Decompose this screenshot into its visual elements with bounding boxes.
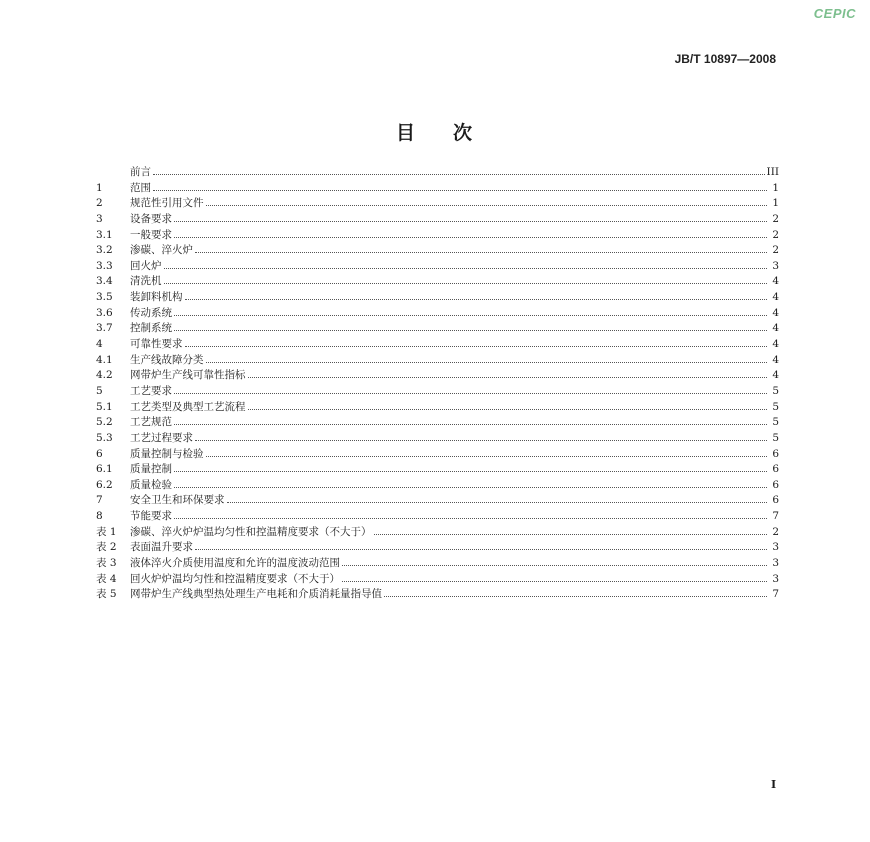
toc-entry-number: 2 bbox=[96, 197, 103, 210]
toc-entry-number: 3.2 bbox=[96, 244, 113, 257]
toc-entry-page: 4 bbox=[772, 275, 779, 288]
dot-leader bbox=[206, 456, 768, 457]
toc-entry-page: 1 bbox=[772, 181, 779, 194]
toc-entry-page: 6 bbox=[772, 478, 779, 491]
toc-entry[interactable] bbox=[96, 447, 779, 463]
toc-entry-title: 控制系统 bbox=[130, 322, 172, 335]
standard-code: JB/T 10897—2008 bbox=[674, 52, 776, 66]
dot-leader bbox=[206, 362, 768, 363]
toc-entry[interactable] bbox=[96, 415, 779, 431]
toc-entry-number: 6.1 bbox=[96, 463, 113, 476]
toc-entry[interactable] bbox=[96, 259, 779, 275]
title-char-2: 次 bbox=[453, 122, 475, 144]
dot-leader bbox=[153, 174, 765, 175]
dot-leader bbox=[174, 237, 767, 238]
dot-leader bbox=[174, 518, 767, 519]
dot-leader bbox=[384, 596, 767, 597]
title-char-1: 目 bbox=[395, 122, 417, 144]
dot-leader bbox=[174, 221, 767, 222]
toc-entry-page: 7 bbox=[772, 588, 779, 601]
toc-entry-page: 5 bbox=[772, 400, 779, 413]
dot-leader bbox=[374, 534, 768, 535]
toc-entry[interactable] bbox=[96, 196, 779, 212]
toc-entry-title: 表面温升要求 bbox=[130, 541, 193, 554]
toc-entry-title: 质量控制与检验 bbox=[130, 447, 204, 460]
toc-entry-title: 网带炉生产线可靠性指标 bbox=[130, 369, 246, 382]
toc-entry-title: 清洗机 bbox=[130, 275, 162, 288]
toc-entry-page: 2 bbox=[772, 228, 779, 241]
dot-leader bbox=[185, 299, 768, 300]
toc-entry-number: 3 bbox=[96, 212, 103, 225]
toc-entry[interactable] bbox=[96, 478, 779, 494]
toc-entry-title: 工艺要求 bbox=[130, 384, 172, 397]
dot-leader bbox=[174, 315, 767, 316]
toc-entry-title: 节能要求 bbox=[130, 510, 172, 523]
toc-entry-number: 7 bbox=[96, 494, 103, 507]
toc-entry[interactable] bbox=[96, 493, 779, 509]
toc-entry-title: 回火炉炉温均匀性和控温精度要求（不大于） bbox=[130, 572, 340, 585]
toc-entry[interactable] bbox=[96, 587, 779, 603]
toc-entry-number: 3.5 bbox=[96, 291, 113, 304]
dot-leader bbox=[227, 502, 768, 503]
toc-entry[interactable] bbox=[96, 353, 779, 369]
toc-entry-number: 表 5 bbox=[96, 588, 117, 601]
toc-entry-title: 渗碳、淬火炉 bbox=[130, 244, 193, 257]
toc-entry-title: 一般要求 bbox=[130, 228, 172, 241]
toc-entry-number: 4.2 bbox=[96, 369, 113, 382]
toc-entry[interactable] bbox=[96, 165, 779, 181]
toc-entry-title: 质量控制 bbox=[130, 463, 172, 476]
toc-entry-title: 质量检验 bbox=[130, 478, 172, 491]
toc-entry-page: 5 bbox=[772, 384, 779, 397]
toc-entry-title: 工艺过程要求 bbox=[130, 431, 193, 444]
toc-entry-number: 6.2 bbox=[96, 478, 113, 491]
toc-entry-title: 工艺规范 bbox=[130, 416, 172, 429]
toc-entry[interactable] bbox=[96, 525, 779, 541]
toc-entry[interactable] bbox=[96, 181, 779, 197]
toc-entry-number: 3.7 bbox=[96, 322, 113, 335]
page-number: I bbox=[771, 778, 777, 791]
toc-entry-title: 装卸料机构 bbox=[130, 291, 183, 304]
toc-entry-number: 6 bbox=[96, 447, 103, 460]
dot-leader bbox=[164, 268, 768, 269]
toc-entry-number: 3.3 bbox=[96, 259, 113, 272]
toc-entry-page: 4 bbox=[772, 369, 779, 382]
toc-entry-page: 5 bbox=[772, 416, 779, 429]
toc-entry-page: 3 bbox=[772, 557, 779, 570]
toc-entry[interactable] bbox=[96, 306, 779, 322]
toc-entry[interactable] bbox=[96, 290, 779, 306]
toc-entry-page: 5 bbox=[772, 431, 779, 444]
toc-entry-title: 安全卫生和环保要求 bbox=[130, 494, 225, 507]
dot-leader bbox=[164, 283, 768, 284]
toc-entry-page: 4 bbox=[772, 338, 779, 351]
toc-entry[interactable] bbox=[96, 243, 779, 259]
toc-entry-page: 2 bbox=[772, 244, 779, 257]
toc-entry-page: 2 bbox=[772, 525, 779, 538]
dot-leader bbox=[342, 581, 767, 582]
toc-entry-title: 范围 bbox=[130, 181, 151, 194]
toc-entry[interactable] bbox=[96, 572, 779, 588]
cepic-logo: CEPIC bbox=[813, 6, 856, 21]
toc-entry-page: 3 bbox=[772, 572, 779, 585]
toc-entry-page: 4 bbox=[772, 306, 779, 319]
toc-entry-page: 4 bbox=[772, 291, 779, 304]
toc-entry[interactable] bbox=[96, 384, 779, 400]
dot-leader bbox=[248, 409, 768, 410]
dot-leader bbox=[174, 393, 767, 394]
toc-entry-title: 网带炉生产线典型热处理生产电耗和介质消耗量指导值 bbox=[130, 588, 382, 601]
dot-leader bbox=[195, 549, 767, 550]
toc-entry-number: 表 2 bbox=[96, 541, 117, 554]
dot-leader bbox=[195, 440, 767, 441]
table-of-contents bbox=[96, 165, 779, 603]
toc-entry-page: III bbox=[766, 166, 779, 178]
dot-leader bbox=[185, 346, 768, 347]
toc-entry-title: 设备要求 bbox=[130, 212, 172, 225]
toc-entry[interactable] bbox=[96, 556, 779, 572]
toc-entry-page: 2 bbox=[772, 212, 779, 225]
toc-entry-page: 6 bbox=[772, 494, 779, 507]
toc-entry[interactable] bbox=[96, 509, 779, 525]
toc-entry[interactable] bbox=[96, 368, 779, 384]
toc-entry-page: 1 bbox=[772, 197, 779, 210]
dot-leader bbox=[174, 487, 767, 488]
toc-entry-number: 5.3 bbox=[96, 431, 113, 444]
toc-entry-number: 表 3 bbox=[96, 557, 117, 570]
toc-entry[interactable] bbox=[96, 540, 779, 556]
toc-entry[interactable] bbox=[96, 431, 779, 447]
toc-entry-page: 3 bbox=[772, 541, 779, 554]
toc-entry-number: 3.4 bbox=[96, 275, 113, 288]
toc-entry[interactable] bbox=[96, 228, 779, 244]
toc-entry-number: 5 bbox=[96, 384, 103, 397]
toc-entry-number: 4 bbox=[96, 338, 103, 351]
dot-leader bbox=[174, 330, 767, 331]
toc-entry-title: 规范性引用文件 bbox=[130, 197, 204, 210]
toc-entry-page: 6 bbox=[772, 447, 779, 460]
dot-leader bbox=[195, 252, 767, 253]
toc-entry-title: 工艺类型及典型工艺流程 bbox=[130, 400, 246, 413]
toc-entry-number: 5.2 bbox=[96, 416, 113, 429]
toc-entry[interactable] bbox=[96, 274, 779, 290]
dot-leader bbox=[248, 377, 768, 378]
page-title bbox=[0, 118, 870, 145]
toc-entry-title: 生产线故障分类 bbox=[130, 353, 204, 366]
toc-entry-page: 3 bbox=[772, 259, 779, 272]
toc-entry-page: 4 bbox=[772, 353, 779, 366]
dot-leader bbox=[153, 190, 767, 191]
toc-entry[interactable] bbox=[96, 321, 779, 337]
dot-leader bbox=[174, 424, 767, 425]
toc-entry-number: 3.6 bbox=[96, 306, 113, 319]
toc-entry-title: 传动系统 bbox=[130, 306, 172, 319]
toc-entry-title: 回火炉 bbox=[130, 259, 162, 272]
toc-entry-page: 4 bbox=[772, 322, 779, 335]
toc-entry-number: 3.1 bbox=[96, 228, 113, 241]
toc-entry-page: 6 bbox=[772, 463, 779, 476]
toc-entry-title: 液体淬火介质使用温度和允许的温度波动范围 bbox=[130, 557, 340, 570]
toc-entry-number: 4.1 bbox=[96, 353, 113, 366]
toc-entry-page: 7 bbox=[772, 510, 779, 523]
toc-entry-title: 前言 bbox=[130, 166, 151, 178]
dot-leader bbox=[342, 565, 767, 566]
toc-entry-number: 表 4 bbox=[96, 572, 117, 585]
toc-entry-number: 5.1 bbox=[96, 400, 113, 413]
toc-entry[interactable] bbox=[96, 400, 779, 416]
toc-entry-number: 1 bbox=[96, 181, 103, 194]
toc-entry[interactable] bbox=[96, 212, 779, 228]
dot-leader bbox=[174, 471, 767, 472]
toc-entry-title: 可靠性要求 bbox=[130, 338, 183, 351]
toc-entry-number: 8 bbox=[96, 510, 103, 523]
toc-entry[interactable] bbox=[96, 462, 779, 478]
dot-leader bbox=[206, 205, 768, 206]
toc-entry-title: 渗碳、淬火炉炉温均匀性和控温精度要求（不大于） bbox=[130, 525, 372, 538]
toc-entry[interactable] bbox=[96, 337, 779, 353]
toc-entry-number: 表 1 bbox=[96, 525, 117, 538]
